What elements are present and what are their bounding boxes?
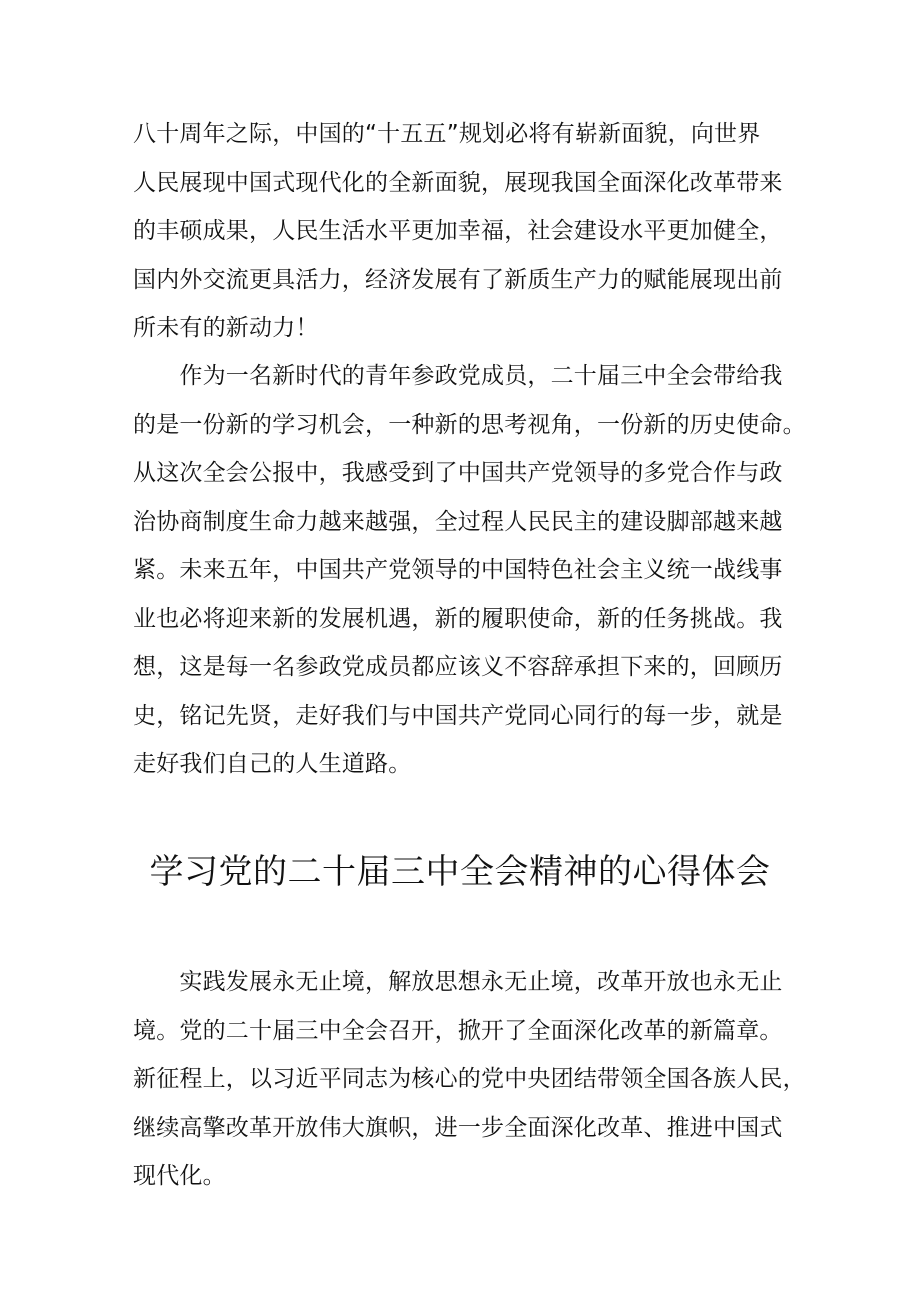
paragraph-line: 的是一份新的学习机会，一种新的思考视角，一份新的历史使命。 [133, 411, 806, 438]
paragraph-line: 史，铭记先贤，走好我们与中国共产党同心同行的每一步，就是 [133, 702, 783, 729]
paragraph-line: 人民展现中国式现代化的全新面貌，展现我国全面深化改革带来 [133, 169, 783, 196]
paragraph-line: 治协商制度生命力越来越强，全过程人民民主的建设脚部越来越 [133, 508, 783, 535]
paragraph-line: 业也必将迎来新的发展机遇，新的履职使命，新的任务挑战。我 [133, 605, 783, 632]
paragraph-2 [133, 352, 806, 789]
paragraph-line: 紧。未来五年，中国共产党领导的中国特色社会主义统一战线事 [133, 557, 783, 583]
paragraph-line: 的丰硕成果，人民生活水平更加幸福，社会建设水平更加健全， [133, 218, 783, 244]
paragraph-1 [133, 110, 793, 353]
paragraph-line: 现代化。 [133, 1163, 226, 1189]
paragraph-line: 八十周年之际，中国的“十五五”规划必将有崭新面貌，向世界 [133, 121, 761, 147]
paragraph-line: 走好我们自己的人生道路。 [133, 751, 412, 777]
paragraph-line: 境。党的二十届三中全会召开，掀开了全面深化改革的新篇章。 [133, 1017, 783, 1044]
paragraph-line: 实践发展永无止境，解放思想永无止境，改革开放也永无止 [133, 969, 783, 995]
section-title: 学习党的二十届三中全会精神的心得体会 [149, 852, 771, 892]
paragraph-line: 新征程上，以习近平同志为核心的党中央团结带领全国各族人民， [133, 1066, 806, 1092]
paragraph-3 [133, 958, 806, 1201]
paragraph-line: 国内外交流更具活力，经济发展有了新质生产力的赋能展现出前 [133, 266, 783, 293]
paragraph-line: 所未有的新动力！ [133, 315, 319, 341]
paragraph-line: 想，这是每一名参政党成员都应该义不容辞承担下来的，回顾历 [133, 654, 783, 680]
paragraph-line: 作为一名新时代的青年参政党成员，二十届三中全会带给我 [133, 363, 783, 389]
paragraph-line: 从这次全会公报中，我感受到了中国共产党领导的多党合作与政 [133, 460, 783, 486]
paragraph-line: 继续高擎改革开放伟大旗帜，进一步全面深化改革、推进中国式 [133, 1114, 783, 1141]
